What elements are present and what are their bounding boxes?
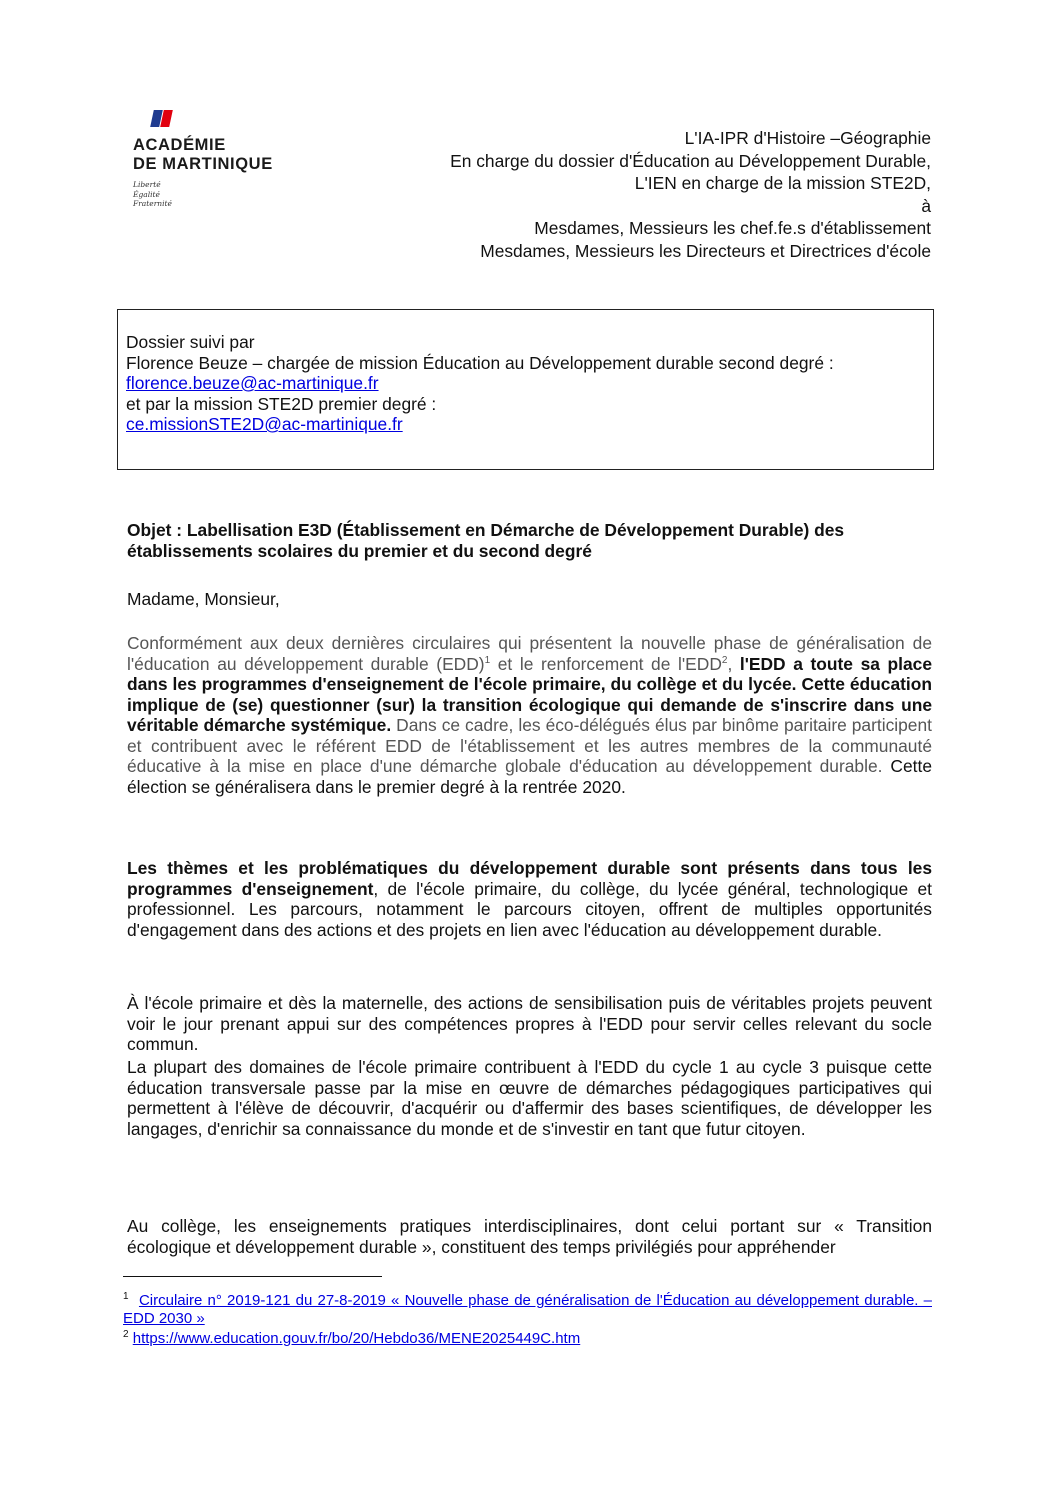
header-line-5: Mesdames, Messieurs les chef.fe.s d'établissement bbox=[534, 218, 931, 239]
p1-gray-a: Conformément aux deux dernières circulaires qui présentent la nouvelle phase de généralisation de l'éducation au développement durable (EDD) bbox=[127, 633, 932, 674]
p2-normal: , de l'école primaire, du collège, du lycée général, technologique et professionnel. Les parcours, notamment le parcours citoyen, offrent de multiples opportunités d'engagement dans des actions et des projets en lien avec l'éducation au développement durable. bbox=[127, 878, 932, 940]
object-line-1: Objet : Labellisation E3D (Établissement en Démarche de Développement Durable) des bbox=[127, 520, 845, 540]
logo-line-2: DE MARTINIQUE bbox=[133, 155, 273, 173]
motto-liberte: Liberté bbox=[133, 180, 161, 189]
header-line-2: En charge du dossier d'Éducation au Développement Durable, bbox=[450, 150, 931, 171]
p2-bold: Les thèmes et les problématiques du développement durable sont présents dans tous les programmes d'enseignement bbox=[127, 858, 932, 899]
p1-sup-1: 1 bbox=[484, 654, 491, 666]
contact-heading: Dossier suivi par bbox=[126, 332, 255, 352]
object-heading bbox=[127, 520, 932, 561]
paragraph-5: Au collège, les enseignements pratiques interdisciplinaires, dont celui portant sur « Transition écologique et développement durable », constituent des temps privilégiés pour appréhender bbox=[127, 1216, 932, 1257]
motto-egalite: Égalité bbox=[133, 189, 160, 199]
header-line-6: Mesdames, Messieurs les Directeurs et Directrices d'école bbox=[480, 240, 931, 261]
object-line-2: établissements scolaires du premier et du second degré bbox=[127, 540, 592, 561]
paragraph-1 bbox=[127, 633, 932, 797]
academie-logo bbox=[133, 108, 293, 209]
p1-gray-d: Dans ce cadre, les éco-délégués élus par binôme paritaire participent et contribuent avec le référent EDD de l'établissement et les autres membres de la communauté éducative à la mise en place d'une démarche globale d'éducation au développement durable. bbox=[127, 715, 932, 776]
p1-bold: l'EDD a toute sa place dans les programmes d'enseignement de l'école primaire, du collège et du lycée. Cette éducation implique de (se) questionner (sur) la transition écologique qui demande de s'inscrire dans une véritable démarche systémique. bbox=[127, 653, 932, 735]
header-line-3: L'IEN en charge de la mission STE2D, bbox=[634, 173, 931, 194]
p1-gray-b: et le renforcement de l'EDD bbox=[490, 653, 722, 674]
email-link-ste2d[interactable]: ce.missionSTE2D@ac-martinique.fr bbox=[126, 414, 403, 434]
addressee-block bbox=[311, 127, 931, 263]
header-line-1: L'IA-IPR d'Histoire –Géographie bbox=[684, 128, 931, 148]
footnote-1-link[interactable]: Circulaire n° 2019-121 du 27-8-2019 « Nouvelle phase de généralisation de l'Éducation au développement durable. – EDD 2030 » bbox=[123, 1292, 932, 1327]
paragraph-4: La plupart des domaines de l'école primaire contribuent à l'EDD du cycle 1 au cycle 3 puisque cette éducation transversale passe par la mise en œuvre de démarches pédagogiques participatives qui permettent à l'élève de découvrir, d'acquérir ou d'affermir des bases scientifiques, de développer les langages, d'enrichir sa connaissance du monde et de s'investir en tant que futur citoyen. bbox=[127, 1057, 932, 1139]
motto bbox=[133, 180, 293, 209]
header-line-4: à bbox=[921, 195, 931, 216]
paragraph-2 bbox=[127, 858, 932, 940]
contact-line-florence: Florence Beuze – chargée de mission Éducation au Développement durable second degré : bbox=[126, 352, 834, 373]
footnote-1-number: 1 bbox=[123, 1291, 129, 1302]
marianne-flag-icon bbox=[133, 108, 293, 128]
contact-box bbox=[117, 309, 934, 470]
contact-line-ste2d: et par la mission STE2D premier degré : bbox=[126, 393, 437, 414]
email-link-florence[interactable]: florence.beuze@ac-martinique.fr bbox=[126, 373, 379, 393]
salutation: Madame, Monsieur, bbox=[127, 589, 280, 609]
footnote-2-link[interactable]: https://www.education.gouv.fr/bo/20/Hebdo36/MENE2025449C.htm bbox=[132, 1330, 581, 1347]
p1-sup-2: 2 bbox=[721, 654, 728, 666]
motto-fraternite: Fraternité bbox=[133, 199, 172, 208]
p1-gray-c: , bbox=[727, 653, 733, 674]
footnote-rule bbox=[123, 1276, 382, 1277]
logo-line-1: ACADÉMIE bbox=[133, 136, 226, 154]
footnote-2 bbox=[123, 1330, 932, 1348]
footnote-1 bbox=[123, 1292, 932, 1327]
footnote-2-number: 2 bbox=[123, 1329, 129, 1340]
paragraph-3: À l'école primaire et dès la maternelle, des actions de sensibilisation puis de véritables projets peuvent voir le jour prenant appui sur des compétences propres à l'EDD pour servir celles relevant du socle commun. bbox=[127, 993, 932, 1054]
p1-normal: Cette élection se généralisera dans le premier degré à la rentrée 2020. bbox=[127, 756, 932, 797]
